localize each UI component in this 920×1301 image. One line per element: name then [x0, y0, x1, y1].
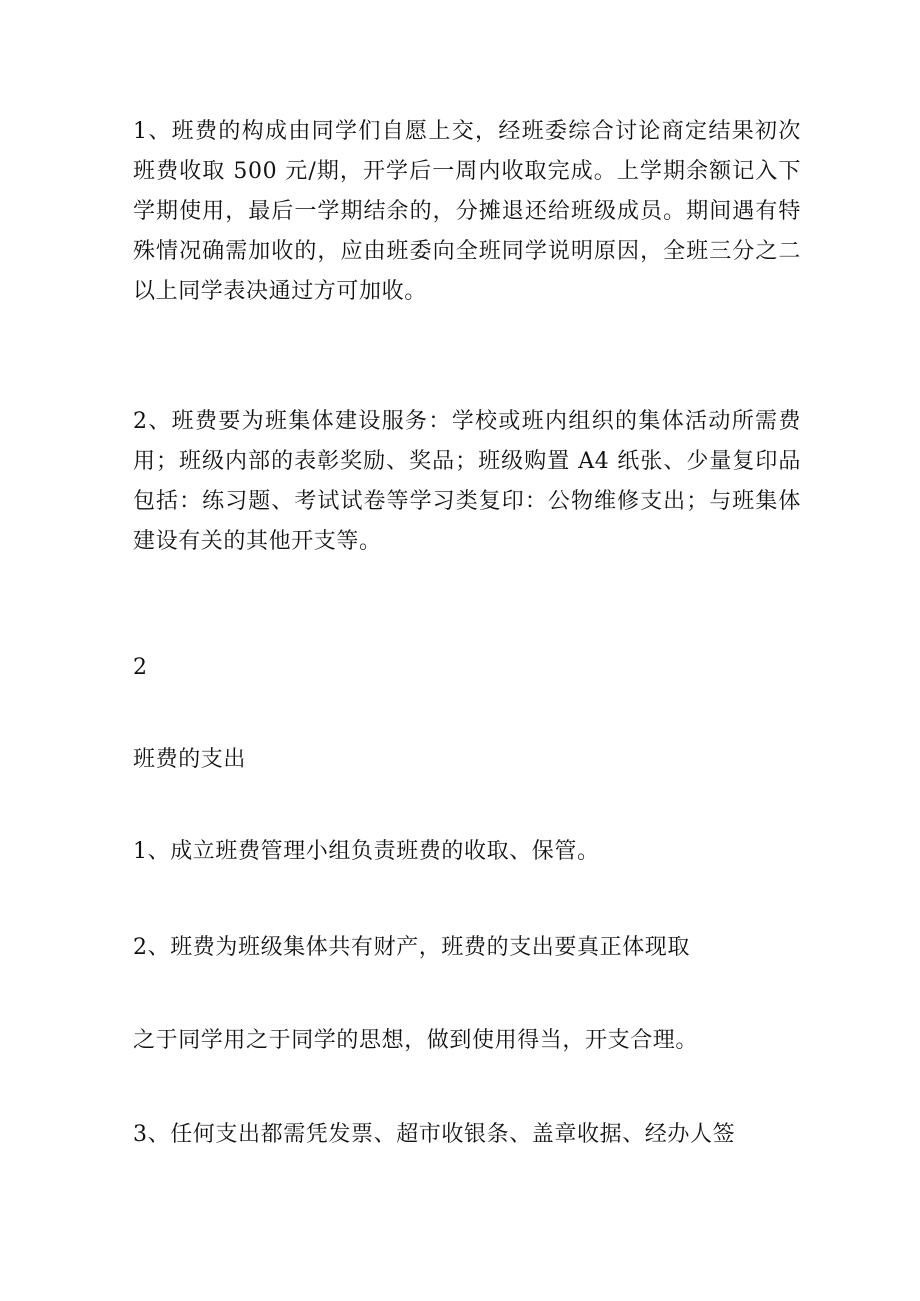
paragraph-management-group: 1、成立班费管理小组负责班费的收取、保管。: [133, 839, 600, 864]
paragraph-collective-property-cont: 之于同学用之于同学的思想，做到使用得当，开支合理。: [133, 1028, 699, 1053]
section-number: 2: [133, 655, 148, 680]
paragraph-fee-usage: 2、班费要为班集体建设服务：学校或班内组织的集体活动所需费用；班级内部的表彰奖励、奖品；班级购置 A4 纸张、少量复印品包括：练习题、考试试卷等学习类复印：公物维修支出；与班集体建设有关的其他开支等。: [133, 409, 801, 554]
section-heading: 班费的支出: [133, 747, 247, 772]
paragraph-receipts: 3、任何支出都需凭发票、超市收银条、盖章收据、经办人签: [133, 1122, 736, 1147]
paragraph-fee-composition: 1、班费的构成由同学们自愿上交，经班委综合讨论商定结果初次班费收取 500 元/期，开学后一周内收取完成。上学期余额记入下学期使用，最后一学期结余的，分摊退还给班级成员。期间遇有特殊情况确需加收的，应由班委向全班同学说明原因，全班三分之二以上同学表决通过方可加收。: [133, 119, 801, 304]
paragraph-collective-property: 2、班费为班级集体共有财产，班费的支出要真正体现取: [133, 935, 690, 960]
